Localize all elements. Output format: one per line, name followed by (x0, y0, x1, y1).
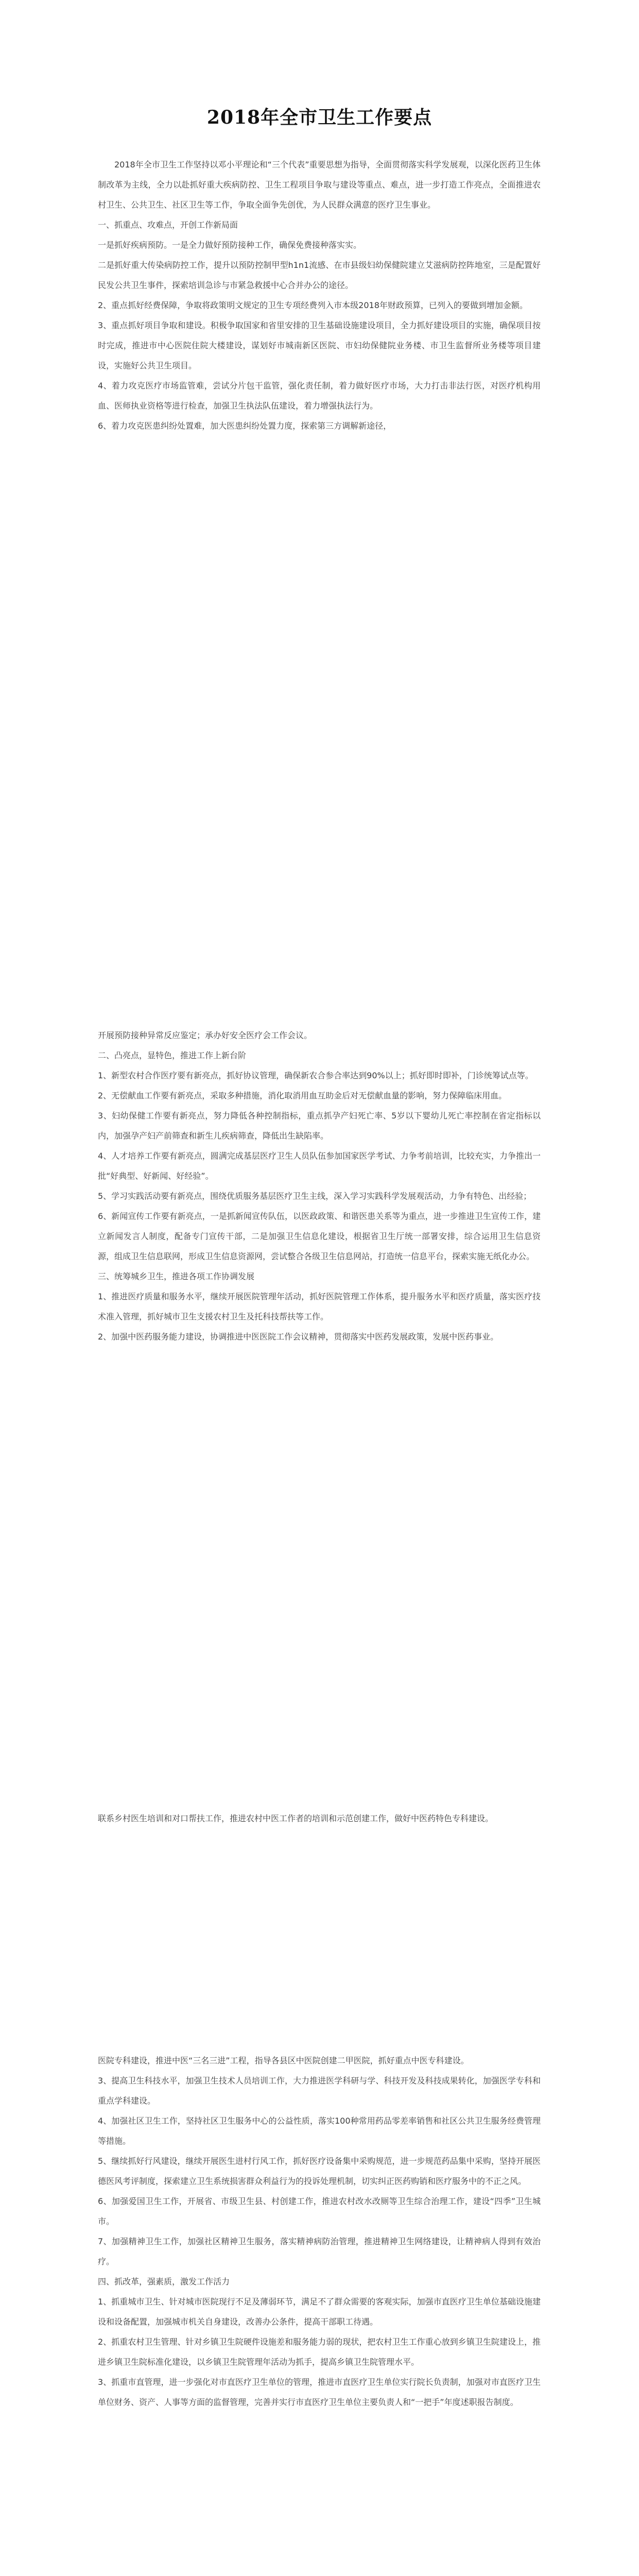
text-block-3 (98, 1808, 541, 1828)
paragraph: 2、重点抓好经费保障，争取将政策明文规定的卫生专项经费列入市本级2018年财政预算，已列入的要做到增加金额。 (98, 300, 528, 310)
paragraph: 4、加强社区卫生工作，坚持社区卫生服务中心的公益性质，落实100种常用药品零差率销售和社区公共卫生服务经费管理等措施。 (98, 2116, 541, 2146)
paragraph: 1、抓重城市卫生、针对城市医院现行不足及薄弱环节，满足不了群众需要的客观实际，加强市直医疗卫生单位基础设施建设和设备配置，加强城市机关自身建设，改善办公条件，提高干部职工待遇。 (98, 2297, 541, 2327)
paragraph: 7、加强精神卫生工作，加强社区精神卫生服务，落实精神病防治管理，推进精神卫生网络建设，让精神病人得到有效治疗。 (98, 2236, 541, 2266)
paragraph: 3、妇幼保健工作要有新亮点，努力降低各种控制指标，重点抓孕产妇死亡率、5岁以下婴幼儿死亡率控制在省定指标以内，加强孕产妇产前筛查和新生儿疾病筛查，降低出生缺陷率。 (98, 1111, 541, 1141)
page-title: 2018年全市卫生工作要点 (206, 107, 433, 129)
paragraph: 4、人才培养工作要有新亮点，圆满完成基层医疗卫生人员队伍参加国家医学考试、力争考前培训，比较充实，力争推出一批“好典型、好新闻、好经验”。 (98, 1151, 541, 1181)
paragraph: 4、着力攻克医疗市场监管难，尝试分片包干监管，强化责任制，着力做好医疗市场，大力打击非法行医，对医疗机构用血、医师执业资格等进行检查，加强卫生执法队伍建设，着力增强执法行为。 (98, 381, 541, 411)
paragraph: 医院专科建设，推进中医“三名三进”工程，指导各县区中医院创建二甲医院，抓好重点中医专科建设。 (98, 2056, 469, 2065)
section-heading: 三、统筹城乡卫生，推进各项工作协调发展 (98, 1272, 255, 1281)
text-block-2 (98, 1025, 541, 1347)
paragraph: 一是抓好疾病预防。一是全力做好预防接种工作，确保免费接种落实实。 (98, 240, 362, 250)
paragraph: 6、加强爱国卫生工作，开展省、市级卫生县、村创建工作，推进农村改水改厕等卫生综合治理工作，建设“四季”卫生城市。 (98, 2196, 541, 2226)
paragraph: 1、新型农村合作医疗要有新亮点，抓好协议管理，确保新农合参合率达到90%以上；抓好即时即补，门诊统筹试点等。 (98, 1071, 533, 1080)
paragraph: 3、抓重市直管理，进一步强化对市直医疗卫生单位的管理，推进市直医疗卫生单位实行院长负责制，加强对市直医疗卫生单位财务、资产、人事等方面的监督管理，完善并实行市直医疗卫生单位主要负责人和“一把手”年度述职报告制度。 (98, 2377, 541, 2407)
paragraph: 3、提高卫生科技水平，加强卫生技术人员培训工作，大力推进医学科研与学、科技开发及科技成果转化，加强医学专科和重点学科建设。 (98, 2076, 541, 2106)
paragraph: 2、加强中医药服务能力建设，协调推进中医医院工作会议精神，贯彻落实中医药发展政策，发展中医药事业。 (98, 1332, 499, 1342)
paragraph: 二是抓好重大传染病防控工作，提升以预防控制甲型h1n1流感、在市县级妇幼保健院建立艾滋病防控阵地室，三是配置好民发公共卫生事件，探索培训急诊与市紧急救援中心合并办公的途径。 (98, 260, 541, 290)
paragraph: 3、重点抓好项目争取和建设。积极争取国家和省里安排的卫生基础设施建设项目，全力抓好建设项目的实施，确保项目按时完成，推进市中心医院住院大楼建设，谋划好市城南新区医院、市妇幼保健院业务楼、市卫生监督所业务楼等项目建设，实施好公共卫生项目。 (98, 320, 541, 370)
section-heading: 一、抓重点、攻难点，开创工作新局面 (98, 220, 238, 230)
paragraph: 联系乡村医生培训和对口帮扶工作，推进农村中医工作者的培训和示范创建工作，做好中医药特色专科建设。 (98, 1814, 494, 1823)
paragraph: 2、抓重农村卫生管理、针对乡镇卫生院硬件设施差和服务能力弱的现状，把农村卫生工作重心放到乡镇卫生院建设上，推进乡镇卫生院标准化建设，以乡镇卫生院管理年活动为抓手，提高乡镇卫生院管理水平。 (98, 2337, 541, 2367)
intro-paragraph: 2018年全市卫生工作坚持以邓小平理论和“三个代表”重要思想为指导，全面贯彻落实科学发展观，以深化医药卫生体制改革为主线，全力以赴抓好重大疾病防控、卫生工程项目争取与建设等重点、难点，进一步打造工作亮点，全面推进农村卫生、公共卫生、社区卫生等工作，争取全面争先创优，为人民群众满意的医疗卫生事业。 (98, 160, 541, 210)
paragraph: 开展预防接种异常反应鉴定；承办好安全医疗会工作会议。 (98, 1030, 313, 1040)
text-block-1 (98, 155, 541, 436)
paragraph: 6、着力攻克医患纠纷处置难，加大医患纠纷处置力度，探索第三方调解新途径， (98, 421, 392, 431)
section-heading: 四、抓改革，强素质，激发工作活力 (98, 2277, 230, 2286)
paragraph: 5、继续抓好行风建设，继续开展医生进村行风工作，抓好医疗设备集中采购规范，进一步规范药品集中采购，坚持开展医德医风考评制度，探索建立卫生系统损害群众利益行为的投诉处理机制，切实纠正医药购销和医疗服务中的不正之风。 (98, 2156, 541, 2186)
paragraph: 5、学习实践活动要有新亮点，围绕优质服务基层医疗卫生主线，深入学习实践科学发展观活动，力争有特色、出经验； (98, 1191, 532, 1201)
text-block-4 (98, 2050, 541, 2412)
paragraph: 2、无偿献血工作要有新亮点，采取多种措施，消化取消用血互助金后对无偿献血量的影响，努力保障临床用血。 (98, 1091, 507, 1100)
section-heading: 二、凸亮点，显特色，推进工作上新台阶 (98, 1050, 247, 1060)
paragraph: 1、推进医疗质量和服务水平，继续开展医院管理年活动，抓好医院管理工作体系，提升服务水平和医疗质量，落实医疗技术准入管理，抓好城市卫生支援农村卫生及托科技帮扶等工作。 (98, 1292, 541, 1321)
paragraph: 6、新闻宣传工作要有新亮点，一是抓新闻宣传队伍，以医政政策、和谐医患关系等为重点，进一步推进卫生宣传工作，建立新闻发言人制度，配备专门宣传干部，二是加强卫生信息化建设，根据省卫生厅统一部署安排，综合运用卫生信息资源，组成卫生信息联网，形成卫生信息资源网，尝试整合各级卫生信息网站，打造统一信息平台，探索实施无纸化办公。 (98, 1211, 541, 1261)
